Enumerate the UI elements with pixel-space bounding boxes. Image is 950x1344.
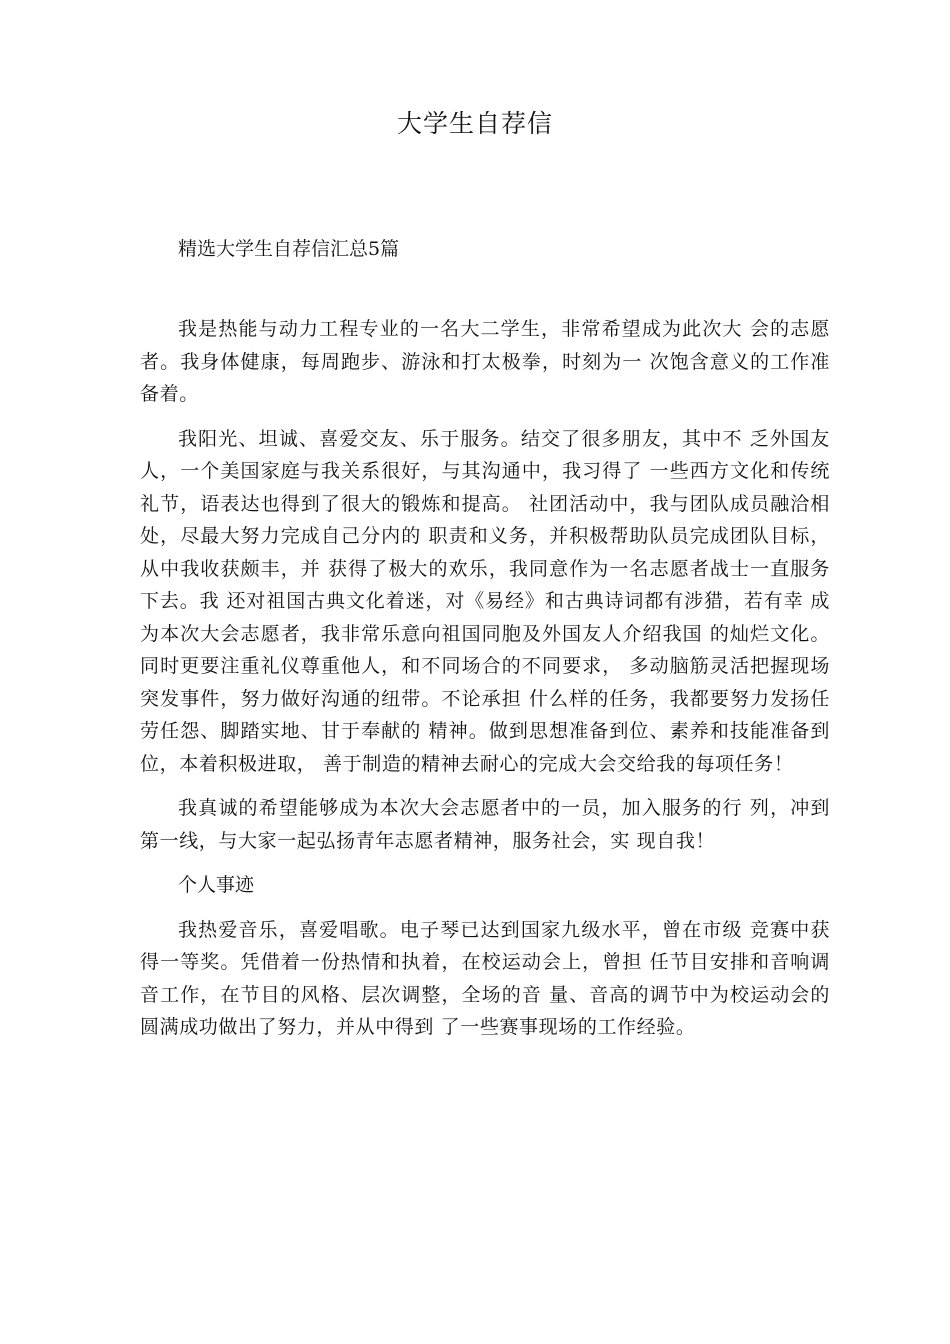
paragraph-hope: 我真诚的希望能够成为本次大会志愿者中的一员，加入服务的行 列，冲到第一线，与大家一起弘扬青年志愿者精神，服务社会，实 现自我！: [140, 797, 830, 852]
paragraph-intro: 我是热能与动力工程专业的一名大二学生，非常希望成为此次大 会的志愿者。我身体健康，每周跑步、游泳和打太极拳，时刻为一 次饱含意义的工作准备着。: [140, 318, 830, 405]
document-subtitle: 精选大学生自荐信汇总5篇: [178, 238, 400, 260]
paragraph-achievements: 我热爱音乐，喜爱唱歌。电子琴已达到国家九级水平，曾在市级 竞赛中获得一等奖。凭借着一份热情和执着，在校运动会上，曾担 任节目安排和音响调音工作，在节目的风格、层次调整，全场的音 量、音高的调节中为校运动会的圆满成功做出了努力，并从中得到 了一些赛事现场的工作经验。: [140, 918, 830, 1038]
page-title: 大学生自荐信: [396, 109, 553, 138]
paragraph-personality: 我阳光、坦诚、喜爱交友、乐于服务。结交了很多朋友，其中不 乏外国友人，一个美国家庭与我关系很好，与其沟通中，我习得了 一些西方文化和传统礼节，语表达也得到了很大的锻炼和提高。 社团活动中，我与团队成员融洽相处，尽最大努力完成自己分内的 职责和义务，并积极帮助队员完成团队目标，从中我收获颇丰，并 获得了极大的欢乐，我同意作为一名志愿者战士一直服务下去。我 还对祖国古典文化着迷，对《易经》和古典诗词都有涉猎，若有幸 成为本次大会志愿者，我非常乐意向祖国同胞及外国友人介绍我国 的灿烂文化。同时更要注重礼仪尊重他人，和不同场合的不同要求， 多动脑筋灵活把握现场突发事件，努力做好沟通的纽带。不论承担 什么样的任务，我都要努力发扬任劳任怨、脚踏实地、甘于奉献的 精神。做到思想准备到位、素养和技能准备到位，本着积极进取， 善于制造的精神去耐心的完成大会交给我的每项任务！: [140, 427, 830, 775]
document-body: [140, 313, 830, 1056]
section-heading: 个人事迹: [178, 874, 255, 896]
